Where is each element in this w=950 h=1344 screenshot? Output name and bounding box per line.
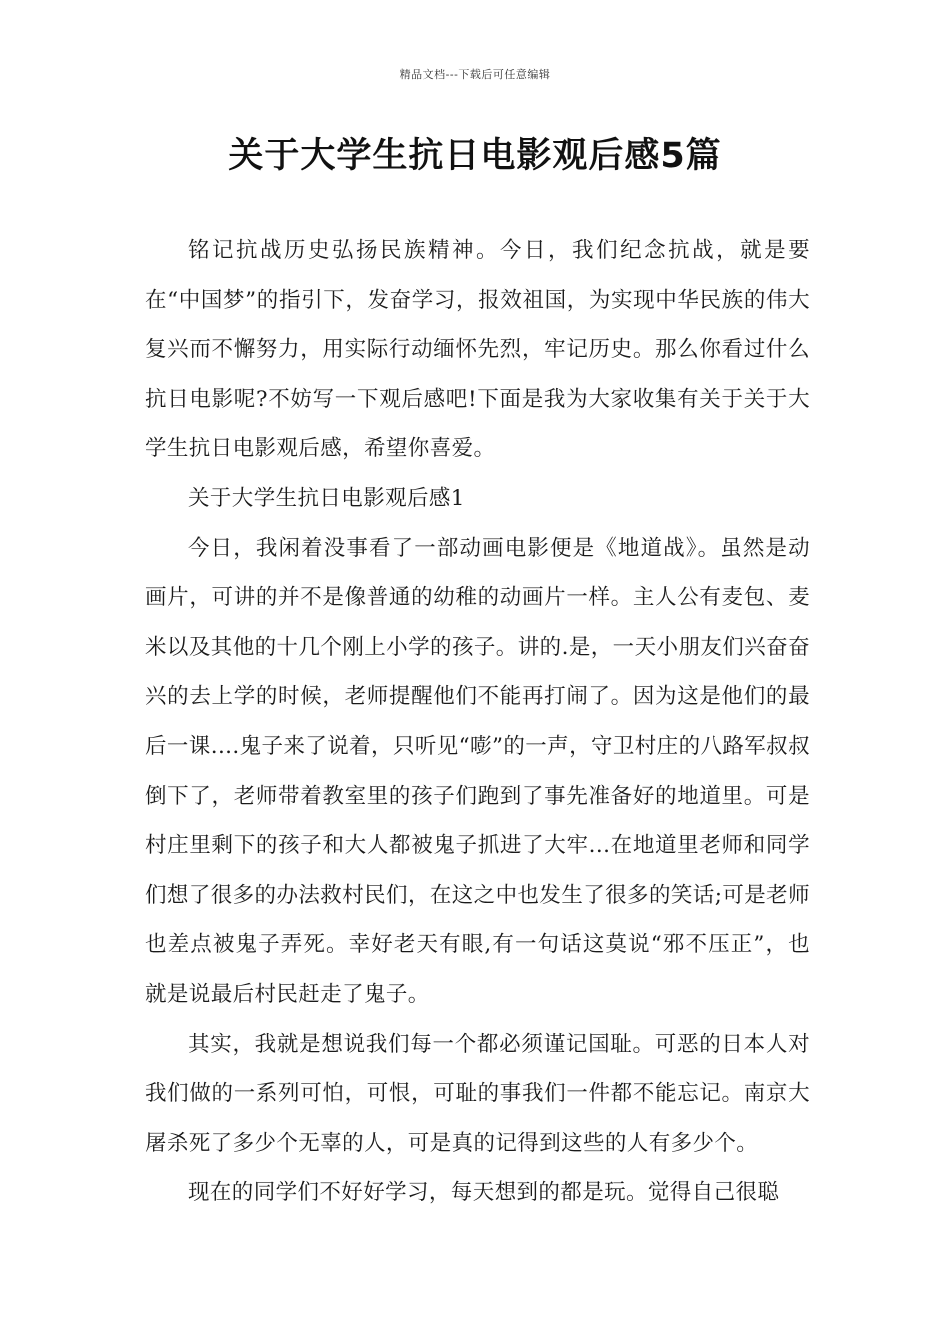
header-note: 精品文档---下载后可任意编辑	[399, 68, 551, 81]
section-heading: 关于大学生抗日电影观后感1	[188, 485, 465, 511]
paragraph-intro: 铭记抗战历史弘扬民族精神。今日，我们纪念抗战，就是要在“中国梦”的指引下，发奋学习，报效祖国，为实现中华民族的伟大复兴而不懈努力，用实际行动缅怀先烈，牢记历史。那么你看过什么抗日电影呢?不妨写一下观后感吧!下面是我为大家收集有关于关于大学生抗日电影观后感，希望你喜爱。	[145, 238, 810, 462]
document-body	[145, 226, 810, 1218]
paragraph-reflection: 其实，我就是想说我们每一个都必须谨记国耻。可恶的日本人对我们做的一系列可怕，可恨，可耻的事我们一件都不能忘记。南京大屠杀死了多少个无辜的人，可是真的记得到这些的人有多少个。	[145, 1031, 810, 1156]
document-title: 关于大学生抗日电影观后感5篇	[228, 136, 722, 176]
paragraph-continued: 现在的同学们不好好学习，每天想到的都是玩。觉得自己很聪	[188, 1180, 780, 1206]
paragraph-story: 今日，我闲着没事看了一部动画电影便是《地道战》。虽然是动画片，可讲的并不是像普通的幼稚的动画片一样。主人公有麦包、麦米以及其他的十几个刚上小学的孩子。讲的.是，一天小朋友们兴奋奋兴的去上学的时候，老师提醒他们不能再打闹了。因为这是他们的最后一课....鬼子来了说着，只听见“嘭”的一声，守卫村庄的八路军叔叔倒下了，老师带着教室里的孩子们跑到了事先准备好的地道里。可是村庄里剩下的孩子和大人都被鬼子抓进了大牢...在地道里老师和同学们想了很多的办法救村民们，在这之中也发生了很多的笑话;可是老师也差点被鬼子弄死。幸好老天有眼,有一句话这莫说“邪不压正”，也就是说最后村民赶走了鬼子。	[145, 535, 810, 1007]
